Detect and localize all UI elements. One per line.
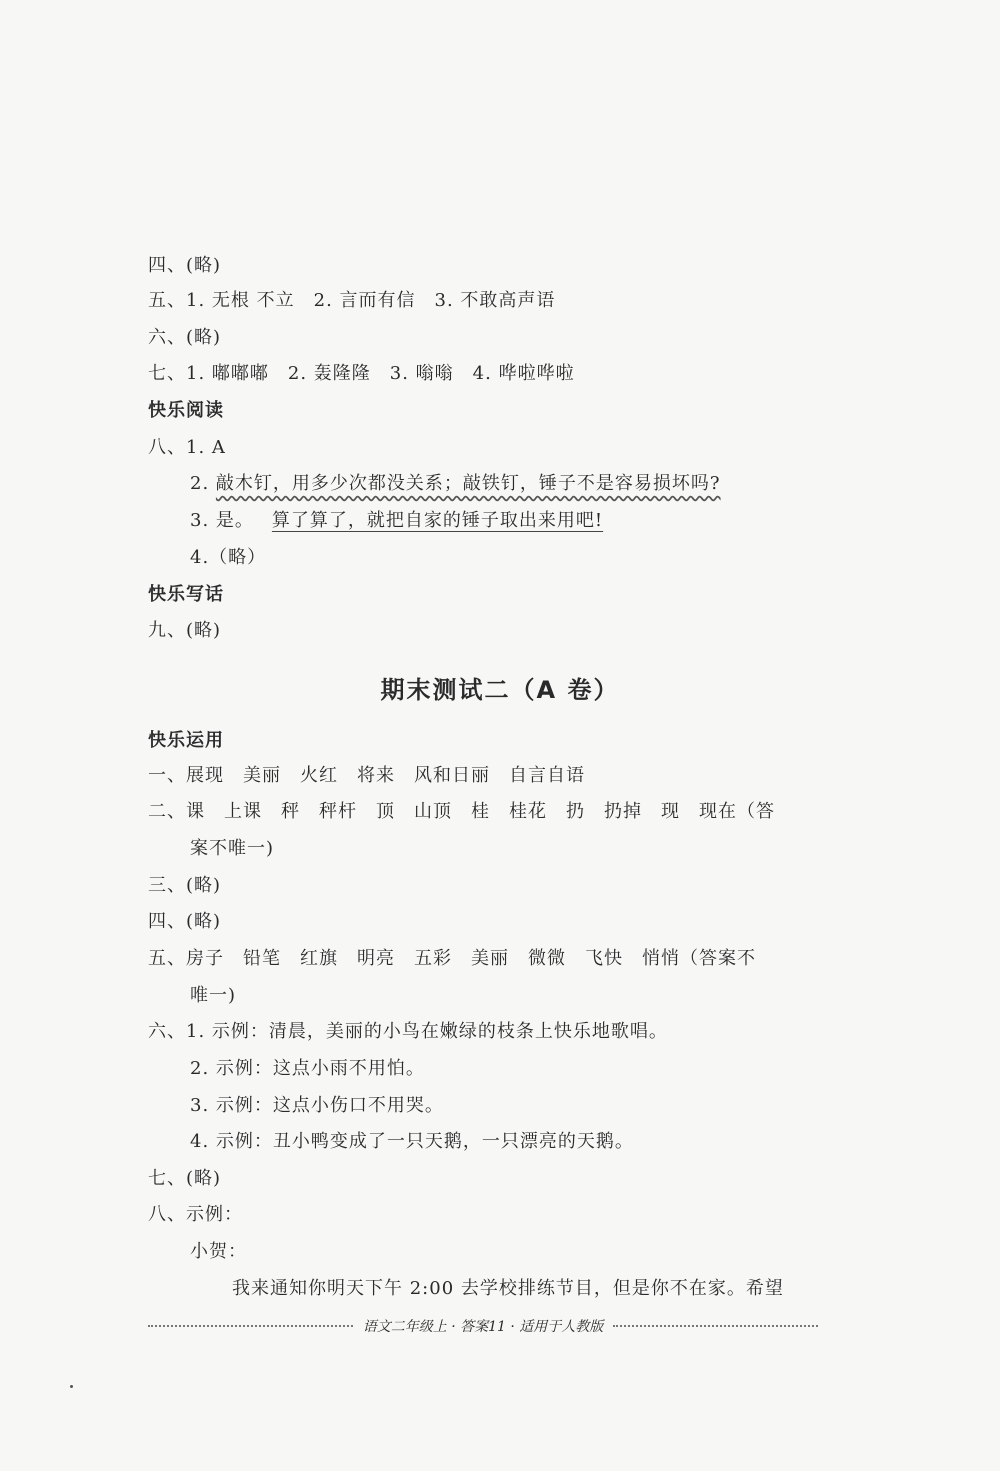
answer-7: 七、1. 嘟嘟嘟 2. 轰隆隆 3. 嗡嗡 4. 哗啦哗啦	[148, 363, 575, 384]
page-title: 期末测试二（A 卷）	[380, 676, 620, 704]
answer-b-6-3: 3. 示例：这点小伤口不用哭。	[190, 1095, 444, 1116]
scan-speck	[70, 1385, 73, 1388]
answer-8-2-text: 敲木钉，用多少次都没关系；敲铁钉，锤子不是容易损坏吗?	[215, 473, 721, 494]
answer-8-4: 4.（略）	[190, 547, 267, 568]
answer-5: 五、1. 无根 不立 2. 言而有信 3. 不敢高声语	[148, 290, 556, 311]
letter-body: 我来通知你明天下午 2:00 去学校排练节目，但是你不在家。希望	[232, 1278, 784, 1299]
heading-reading: 快乐阅读	[148, 400, 224, 421]
answer-9: 九、(略)	[148, 620, 222, 641]
answer-8-3-prefix: 3. 是。	[190, 510, 254, 531]
footer-dots-right	[613, 1325, 818, 1327]
answer-4: 四、(略)	[148, 255, 222, 276]
answer-8-3	[190, 509, 603, 533]
answer-b-6-4: 4. 示例：丑小鸭变成了一只天鹅，一只漂亮的天鹅。	[190, 1131, 634, 1152]
watermark-top	[487, 229, 507, 276]
footer-dots-left	[148, 1325, 353, 1327]
answer-b-4: 四、(略)	[148, 911, 222, 932]
answer-b-3: 三、(略)	[148, 875, 222, 896]
answer-b-2a: 二、课 上课 秤 秤杆 顶 山顶 桂 桂花 扔 扔掉 现 现在（答	[148, 801, 775, 822]
page-footer	[148, 1316, 818, 1336]
footer-text: 语文二年级上 · 答案11 · 适用于人教版	[362, 1319, 604, 1335]
heading-use: 快乐运用	[148, 730, 224, 751]
answer-8-2	[190, 472, 721, 496]
answer-8-1: 八、1. A	[148, 437, 226, 458]
answer-b-6-1: 六、1. 示例：清晨，美丽的小鸟在嫩绿的枝条上快乐地歌唱。	[148, 1021, 668, 1042]
answer-b-5b: 唯一)	[190, 985, 237, 1006]
answer-8-2-number: 2.	[190, 473, 216, 494]
answer-b-8: 八、示例：	[148, 1204, 243, 1225]
answer-b-2b: 案不唯一)	[190, 838, 275, 859]
answer-b-7: 七、(略)	[148, 1168, 222, 1189]
answer-6: 六、(略)	[148, 327, 222, 348]
answer-b-5a: 五、房子 铅笔 红旗 明亮 五彩 美丽 微微 飞快 悄悄（答案不	[148, 948, 756, 969]
answer-b-1: 一、展现 美丽 火红 将来 风和日丽 自言自语	[148, 765, 585, 786]
answer-8-3-text: 算了算了，就把自家的锤子取出来用吧!	[271, 510, 604, 531]
answer-b-6-2: 2. 示例：这点小雨不用怕。	[190, 1058, 425, 1079]
letter-greeting: 小贺：	[190, 1241, 247, 1262]
heading-writing: 快乐写话	[148, 584, 224, 605]
